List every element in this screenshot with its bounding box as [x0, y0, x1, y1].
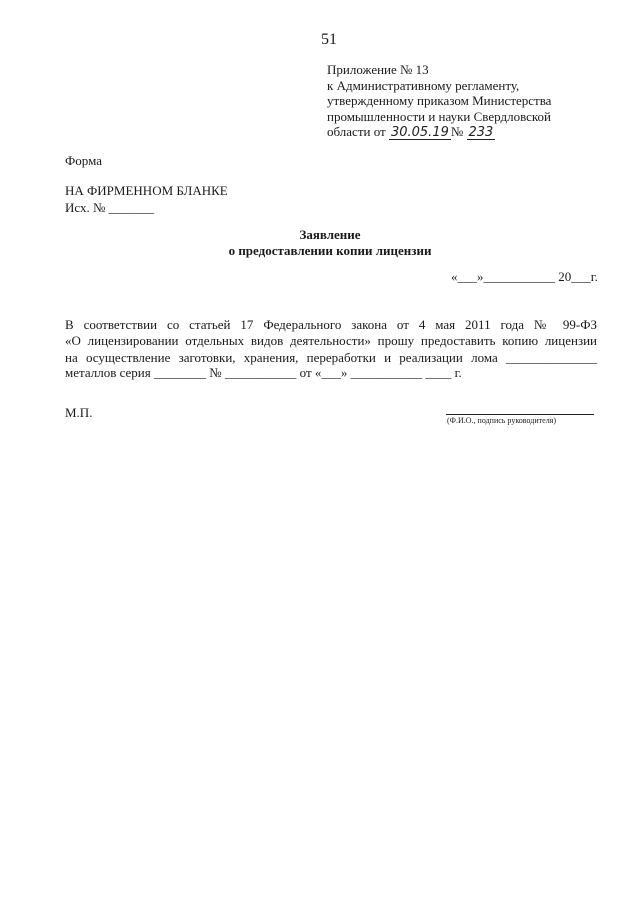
- document-title: Заявление: [299, 227, 361, 242]
- signature-line: [446, 414, 594, 415]
- appendix-date-prefix: области от: [327, 124, 386, 139]
- page-number: 51: [321, 31, 337, 48]
- stamp-label: М.П.: [65, 405, 93, 420]
- outgoing-ref: Исх. № _______: [65, 200, 155, 215]
- signature-caption: (Ф.И.О., подпись руководителя): [447, 416, 557, 425]
- appendix-number-label: №: [450, 124, 464, 139]
- appendix-header: [327, 62, 551, 140]
- appendix-line-3: утвержденному приказом Министерства: [327, 93, 552, 108]
- body-line-2: «О лицензировании отдельных видов деятельности» прошу предоставить копию лицензии: [65, 333, 597, 348]
- appendix-line-1: Приложение № 13: [327, 62, 429, 77]
- handwritten-number: 233: [468, 125, 494, 140]
- appendix-line-4: промышленности и науки Свердловской: [327, 108, 552, 124]
- appendix-line-5: [327, 124, 551, 140]
- appendix-line-2: к Административному регламенту,: [327, 77, 520, 93]
- document-subtitle: о предоставлении копии лицензии: [228, 243, 432, 258]
- form-label: Форма: [65, 153, 102, 168]
- letterhead-label: НА ФИРМЕННОМ БЛАНКЕ: [65, 183, 228, 198]
- body-line-1: В соответствии со статьей 17 Федерального закона от 4 мая 2011 года № 99-ФЗ: [65, 317, 597, 332]
- handwritten-date: 30.05.19: [390, 125, 449, 140]
- body-line-4: металлов серия ________ № ___________ от «___» ___________ ____ г.: [65, 365, 462, 380]
- date-field: «___»___________ 20___г.: [451, 269, 598, 284]
- body-line-3: на осуществление заготовки, хранения, переработки и реализации лома ______________: [65, 350, 597, 365]
